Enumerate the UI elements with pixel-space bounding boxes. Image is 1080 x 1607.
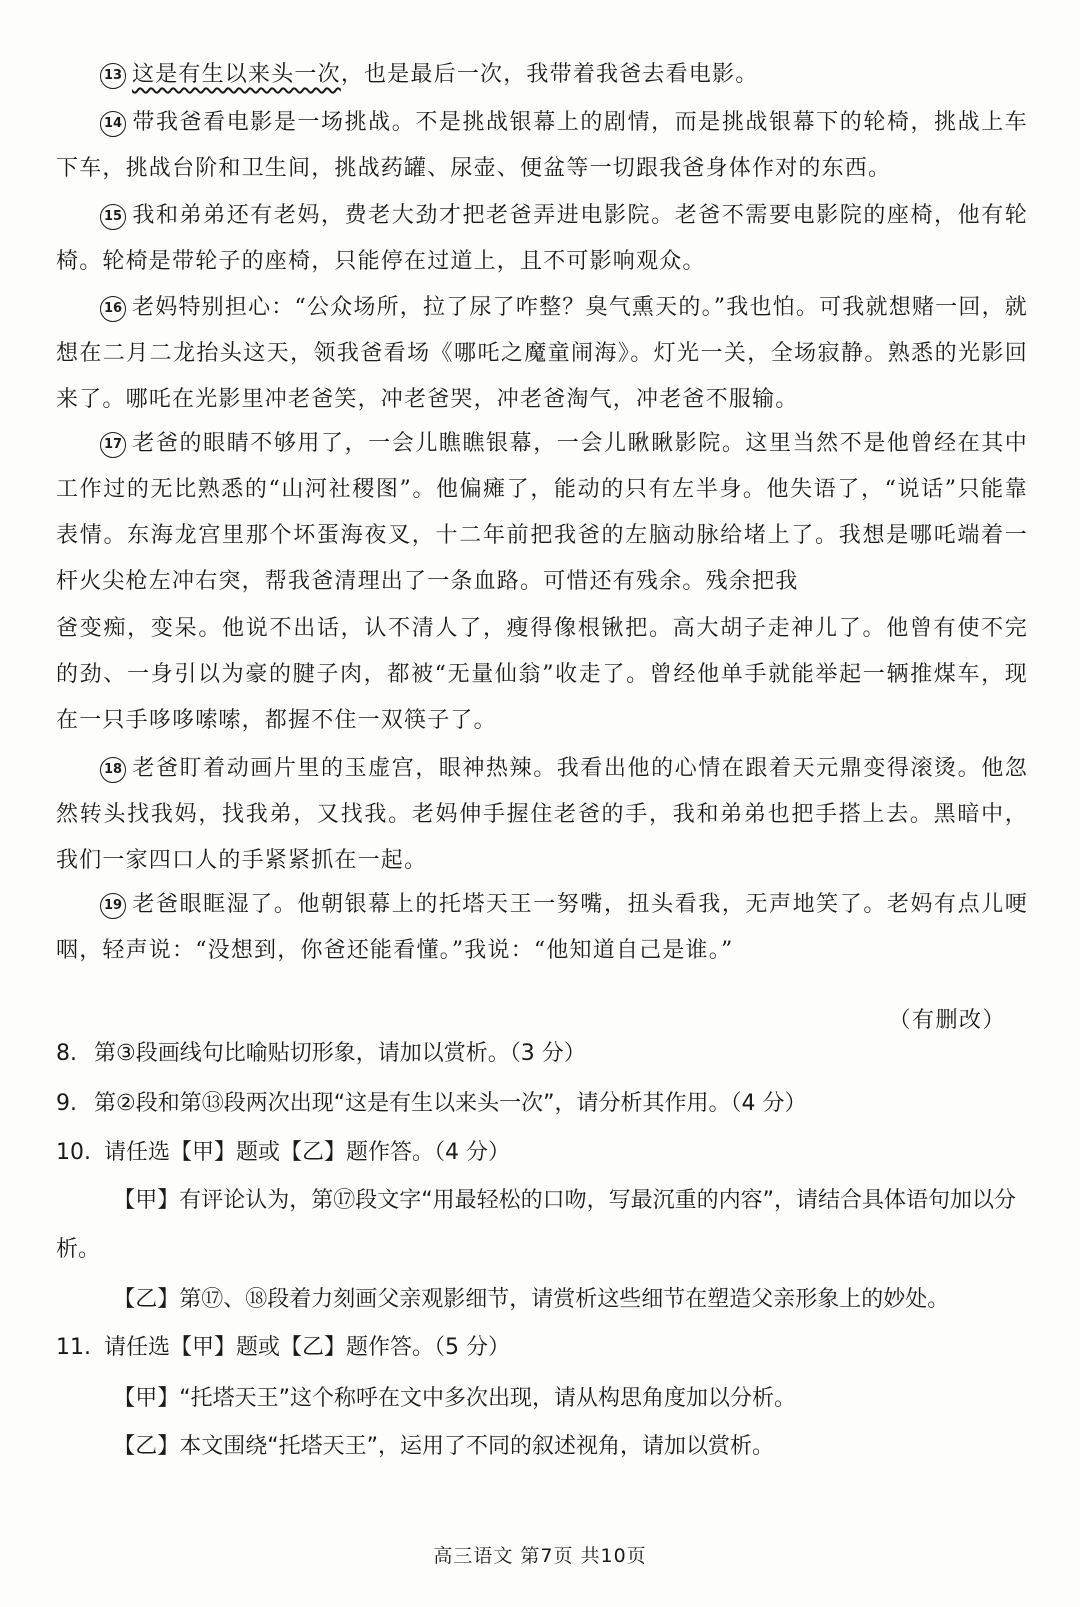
paragraph-17-text-a: 老爸的眼睛不够用了，一会儿瞧瞧银幕，一会儿瞅瞅影院。这里当然不是他曾经在其中工作过的无比熟悉的“山河社稷图”。他偏瘫了，能动的只有左半身。他失语了，“说话”只能靠表情。东海龙宫里那个坏蛋海夜叉，十二年前把我爸的左脑动脉给堵上了。我想是哪吒端着一杆火尖枪左冲右突，帮我爸清理出了一条血路。可惜还有残余。残余把我 xyxy=(56,431,1028,594)
question-11-option-jia: 【甲】“托塔天王”这个称呼在文中多次出现，请从构思角度加以分析。 xyxy=(113,1386,796,1411)
paragraph-19-text: 老爸眼眶湿了。他朝银幕上的托塔天王一努嘴，扭头看我，无声地笑了。老妈有点儿哽咽，轻声说：“没想到，你爸还能看懂。”我说：“他知道自己是谁。” xyxy=(56,892,1028,963)
question-11-option-yi: 【乙】本文围绕“托塔天王”，运用了不同的叙述视角，请加以赏析。 xyxy=(113,1434,774,1459)
question-10 xyxy=(56,1130,1028,1176)
paragraph-15 xyxy=(56,193,1028,285)
question-number: 8. xyxy=(56,1041,77,1066)
question-text: 请任选【甲】题或【乙】题作答。（4 分） xyxy=(104,1140,510,1165)
page-footer: 高三语文 第7页 共10页 xyxy=(433,1545,647,1567)
paragraph-18 xyxy=(56,746,1028,884)
question-text: 第③段画线句比喻贴切形象，请加以赏析。（3 分） xyxy=(94,1041,586,1066)
paragraph-number-16: 16 xyxy=(100,296,126,322)
paragraph-13 xyxy=(56,52,1028,98)
question-number: 11. xyxy=(56,1335,91,1360)
paragraph-number-13: 13 xyxy=(100,63,126,89)
paragraph-16 xyxy=(56,285,1028,423)
question-8 xyxy=(56,1031,1028,1077)
question-number: 10. xyxy=(56,1140,91,1165)
paragraph-15-text: 我和弟弟还有老妈，费老大劲才把老爸弄进电影院。老爸不需要电影院的座椅，他有轮椅。轮椅是带轮子的座椅，只能停在过道上，且不可影响观众。 xyxy=(56,203,1028,274)
question-text: 请任选【甲】题或【乙】题作答。（5 分） xyxy=(104,1335,510,1360)
question-text: 第②段和第⑬段两次出现“这是有生以来头一次”，请分析其作用。（4 分） xyxy=(94,1091,807,1116)
paragraph-14-text: 带我爸看电影是一场挑战。不是挑战银幕上的剧情，而是挑战银幕下的轮椅，挑战上车下车，挑战台阶和卫生间，挑战药罐、尿壶、便盆等一切跟我爸身体作对的东西。 xyxy=(56,110,1028,181)
paragraph-14 xyxy=(56,100,1028,192)
paragraph-18-text: 老爸盯着动画片里的玉虚宫，眼神热辣。我看出他的心情在跟着天元鼎变得滚烫。他忽然转头找我妈，找我弟，又找我。老妈伸手握住老爸的手，我和弟弟也把手搭上去。黑暗中，我们一家四口人的手紧紧抓在一起。 xyxy=(56,756,1028,873)
paragraph-number-19: 19 xyxy=(100,893,126,919)
source-note: （有删改） xyxy=(888,1008,1006,1033)
question-9 xyxy=(56,1081,1028,1127)
paragraph-13-text: ，也是最后一次，我带着我爸去看电影。 xyxy=(340,62,759,87)
paragraph-17-text-b: 爸变痴，变呆。他说不出话，认不清人了，瘦得像根锹把。高大胡子走神儿了。他曾有使不完的劲、一身引以为豪的腱子肉，都被“无量仙翁”收走了。曾经他单手就能举起一辆推煤车，现在一只手哆哆嗦嗦，都握不住一双筷子了。 xyxy=(56,616,1028,733)
paragraph-17a xyxy=(56,421,1028,605)
paragraph-19 xyxy=(56,882,1028,974)
question-10-option-yi: 【乙】第⑰、⑱段着力刻画父亲观影细节，请赏析这些细节在塑造父亲形象上的妙处。 xyxy=(113,1287,950,1312)
paragraph-number-18: 18 xyxy=(100,757,126,783)
question-number: 9. xyxy=(56,1091,77,1116)
paragraph-number-14: 14 xyxy=(100,111,126,137)
underlined-sentence: 这是有生以来头一次 xyxy=(132,62,341,87)
question-10-option-jia: 【甲】有评论认为，第⑰段文字“用最轻松的口吻，写最沉重的内容”，请结合具体语句加以分析。 xyxy=(56,1188,1016,1262)
paragraph-17b xyxy=(56,606,1028,744)
paragraph-number-15: 15 xyxy=(100,204,126,230)
paragraph-number-17: 17 xyxy=(100,432,126,458)
paragraph-16-text: 老妈特别担心：“公众场所，拉了尿了咋整？臭气熏天的。”我也怕。可我就想赌一回，就想在二月二龙抬头这天，领我爸看场《哪吒之魔童闹海》。灯光一关，全场寂静。熟悉的光影回来了。哪吒在光影里冲老爸笑，冲老爸哭，冲老爸淘气，冲老爸不服输。 xyxy=(56,295,1028,412)
question-11 xyxy=(56,1325,1028,1371)
